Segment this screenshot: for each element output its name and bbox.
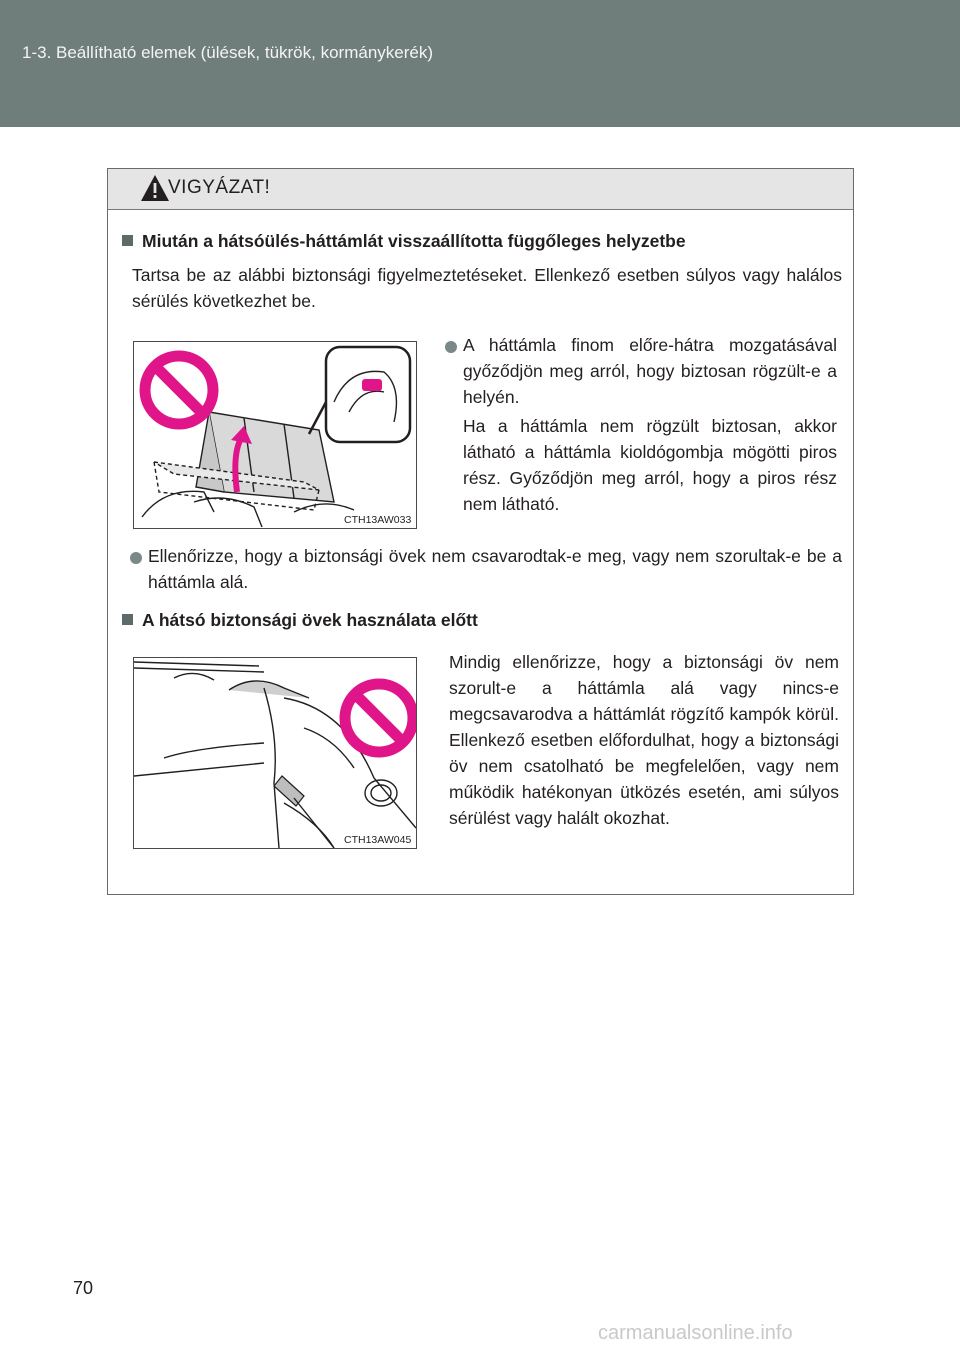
page-number: 70 — [73, 1278, 94, 1298]
rear-seat-illustration — [134, 342, 416, 528]
bullet1-cont-text: Ha a háttámla nem rögzült biztosan, akkor látható a háttámla kioldógombja mögötti piros rész. Győződjön meg arról, hogy a piros rész nem látható. — [463, 416, 837, 514]
square-bullet-icon — [122, 235, 133, 246]
seat-belt-illustration — [134, 658, 416, 848]
watermark: carmanualsonline.info — [598, 1322, 793, 1344]
bullet-dot-icon — [445, 341, 457, 353]
section-heading-1: Miután a hátsóülés-háttámlát visszaállította függőleges helyzetbe — [122, 231, 686, 252]
prohibition-sign-icon — [345, 684, 413, 752]
bullet2-text: Ellenőrizze, hogy a biztonsági övek nem csavarodtak-e meg, vagy nem szorultak-e be a háttámla alá. — [148, 546, 842, 592]
warning-header — [108, 169, 853, 210]
page-header — [0, 0, 960, 127]
warning-title: VIGYÁZAT! — [168, 177, 271, 198]
section-heading-2: A hátsó biztonsági övek használata előtt — [122, 610, 478, 631]
figure-code-2: CTH13AW045 — [344, 834, 412, 846]
section1-intro: Tartsa be az alábbi biztonsági figyelmeztetéseket. Ellenkező esetben súlyos vagy halálos sérülés következhet be. — [132, 265, 842, 311]
section2-text: Mindig ellenőrizze, hogy a biztonsági öv nem szorult-e a háttámla alá vagy nincs-e megcsavarodva a háttámlát rögzítő kampók körül. Ellenkező esetben előfordulhat, hogy a biztonsági öv nem csatolható be megfelelően, vagy nem működik hatékonyan ütközés esetén, ami súlyos sérülést vagy halált okozhat. — [449, 652, 839, 828]
warning-triangle-icon — [140, 174, 170, 202]
prohibition-sign-icon — [145, 356, 213, 424]
figure-seat-belt — [133, 657, 417, 849]
bullet-dot-icon — [130, 552, 142, 564]
figure-rear-seat — [133, 341, 417, 529]
bullet1-text: A háttámla finom előre-hátra mozgatásával győződjön meg arról, hogy biztosan rögzült-e a helyén. — [463, 335, 837, 407]
chapter-title: 1-3. Beállítható elemek (ülések, tükrök, kormánykerék) — [22, 43, 434, 62]
square-bullet-icon — [122, 614, 133, 625]
warning-box — [107, 168, 854, 895]
figure-code-1: CTH13AW033 — [344, 514, 412, 526]
